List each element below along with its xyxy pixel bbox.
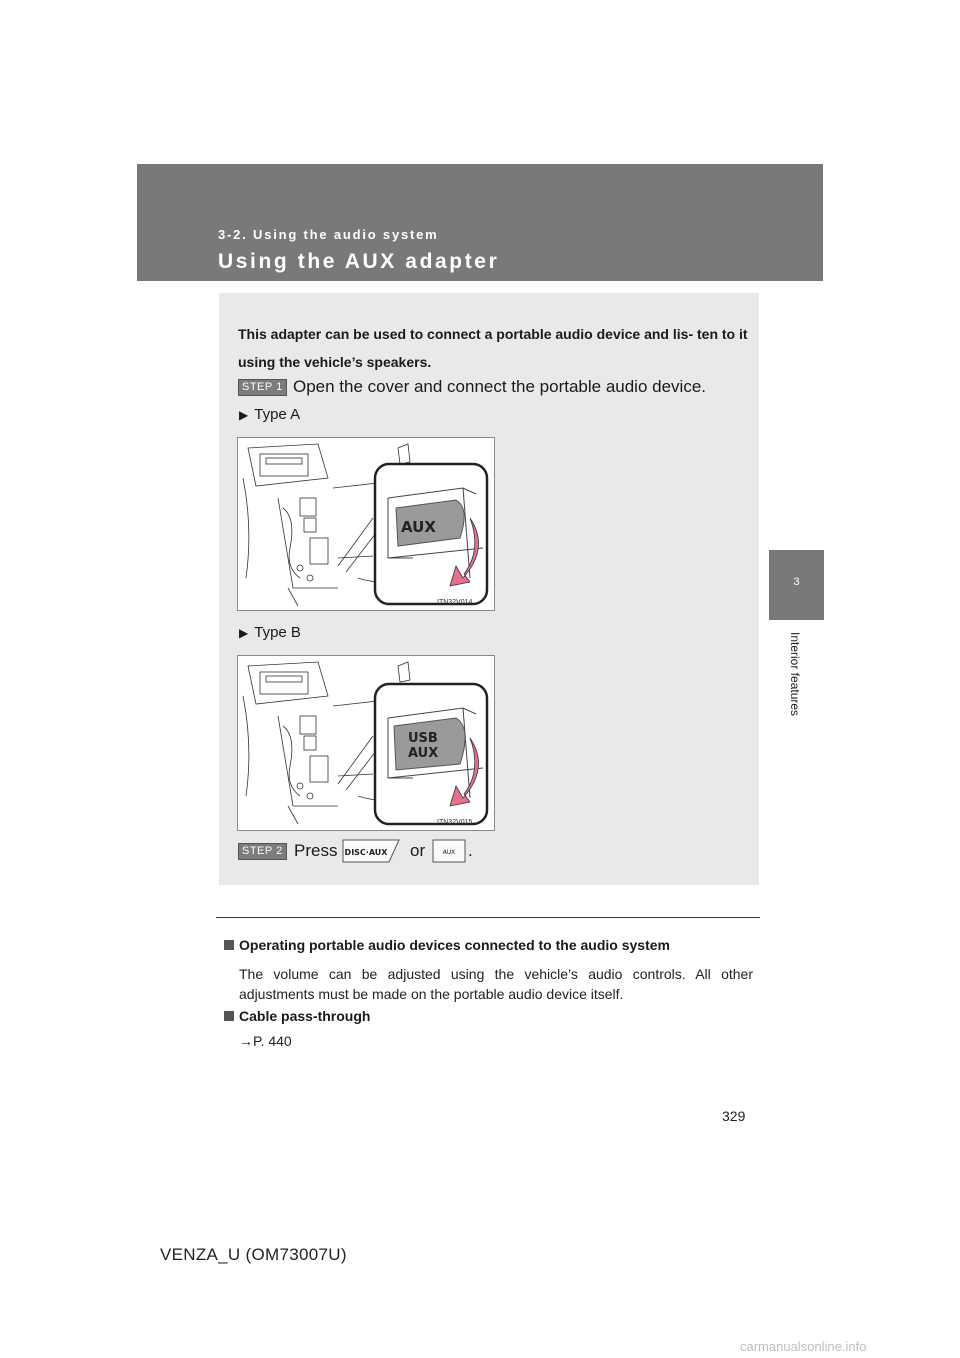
page-reference-link[interactable]: →P. 440 xyxy=(239,1033,292,1049)
page-title: Using the AUX adapter xyxy=(218,250,500,273)
step1-badge: STEP 1 xyxy=(238,379,287,396)
chapter-tab-number: 3 xyxy=(793,576,800,588)
type-b-illustration xyxy=(237,655,495,831)
section-divider xyxy=(216,917,760,918)
aux-button[interactable] xyxy=(432,838,466,864)
document-code: VENZA_U (OM73007U) xyxy=(160,1245,347,1264)
usb-jack-label: USB xyxy=(408,731,438,746)
square-bullet-icon xyxy=(224,1011,234,1021)
aux-jack-label: AUX xyxy=(408,746,439,761)
disc-aux-button-icon xyxy=(342,838,400,864)
step2-end-text: . xyxy=(468,841,473,860)
intro-text: This adapter can be used to connect a portable audio device and lis- ten to it using the vehicle’s speakers. xyxy=(238,326,748,370)
page-number: 329 xyxy=(722,1108,746,1124)
square-bullet-icon xyxy=(224,940,234,950)
note-heading-cable xyxy=(224,1008,370,1024)
step1-text: Open the cover and connect the portable audio device. xyxy=(293,377,707,396)
type-b-label-row xyxy=(239,624,301,641)
type-a-image-code: ITN32V014 xyxy=(437,599,473,606)
disc-aux-button-label: DISC·AUX xyxy=(344,848,388,857)
console-aux-diagram-a xyxy=(238,438,494,610)
bullet-arrow-icon: ▶ xyxy=(239,408,249,422)
type-a-label: Type A xyxy=(254,406,301,423)
aux-jack-label: AUX xyxy=(401,518,436,536)
chapter-tab-label: Interior features xyxy=(788,632,802,717)
type-b-label: Type B xyxy=(254,624,301,641)
section-label: 3-2. Using the audio system xyxy=(218,227,439,242)
disc-aux-button[interactable] xyxy=(342,838,400,864)
console-aux-diagram-b xyxy=(238,656,494,830)
type-a-illustration xyxy=(237,437,495,611)
step2-press-text: Press xyxy=(294,841,338,860)
note-body-operating: The volume can be adjusted using the vehicle’s audio controls. All other adjustments must be made on the portable audio device itself. xyxy=(239,966,753,1002)
step2-badge: STEP 2 xyxy=(238,843,287,860)
note-heading-operating xyxy=(224,937,670,953)
watermark: carmanualsonline.info xyxy=(740,1339,867,1354)
aux-button-icon xyxy=(432,838,466,864)
note-heading-operating-text: Operating portable audio devices connected to the audio system xyxy=(239,937,670,953)
bullet-arrow-icon: ▶ xyxy=(239,626,249,640)
note-heading-cable-text: Cable pass-through xyxy=(239,1008,371,1024)
step2-or-text: or xyxy=(410,841,426,860)
aux-button-label: AUX xyxy=(442,849,456,856)
type-a-label-row xyxy=(239,406,300,423)
type-b-image-code: ITN32V015 xyxy=(437,819,473,826)
